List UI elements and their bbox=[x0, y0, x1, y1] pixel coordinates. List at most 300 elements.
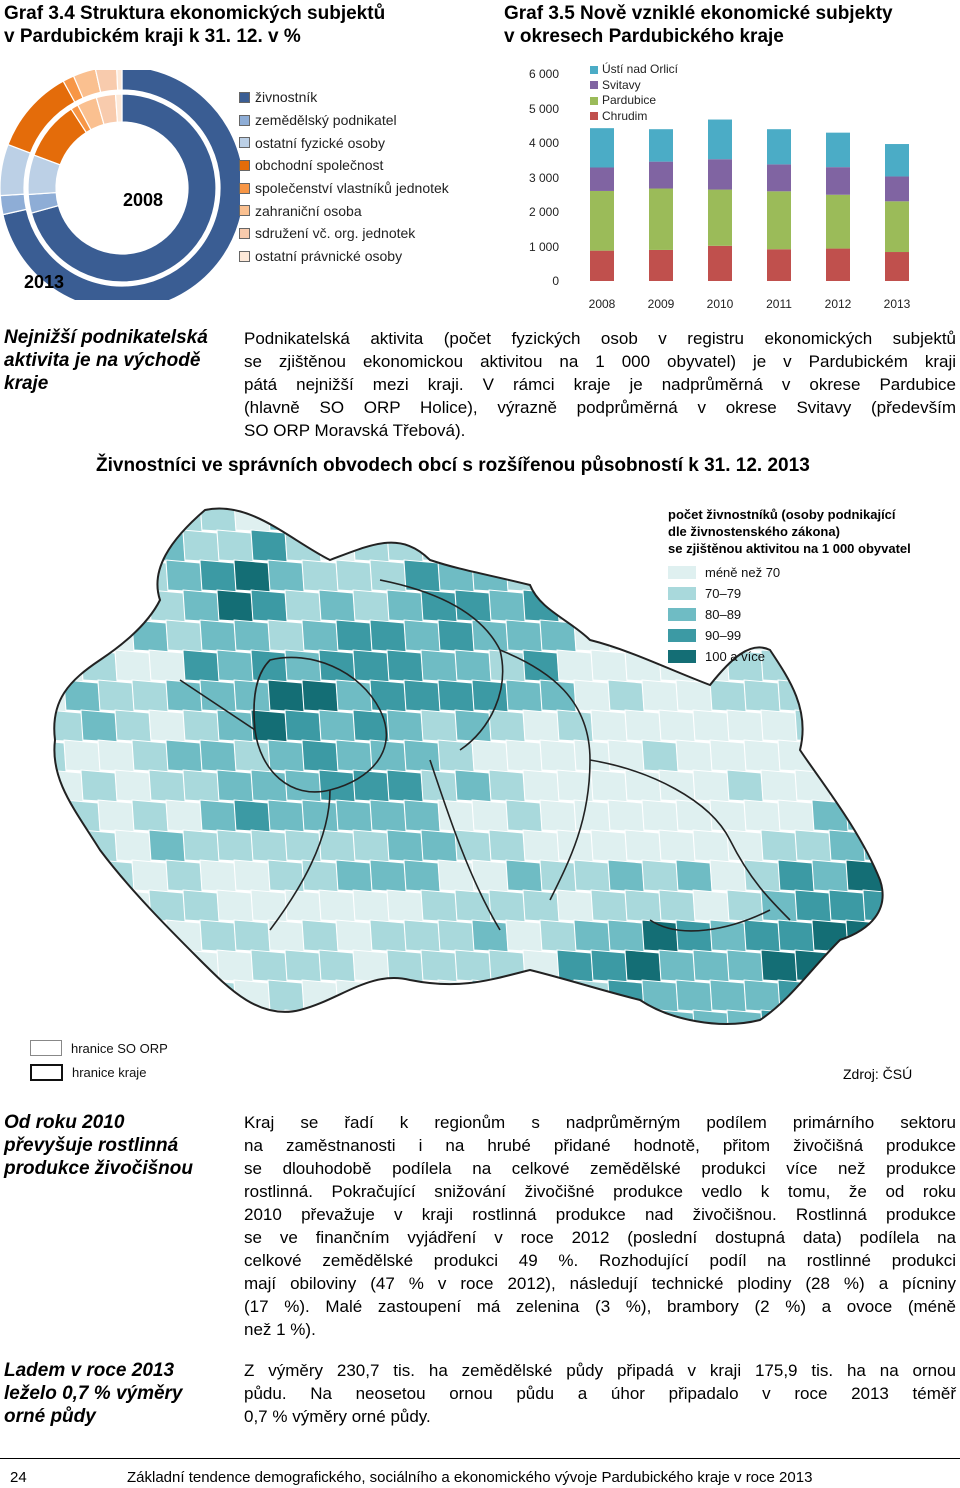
map-orp-region bbox=[353, 830, 389, 862]
map-orp-region bbox=[319, 590, 355, 622]
x-tick-label: 2011 bbox=[766, 297, 792, 311]
map-orp-region bbox=[421, 1010, 457, 1040]
map-orp-region bbox=[81, 590, 117, 622]
map-orp-region bbox=[727, 770, 763, 802]
map-orp-region bbox=[285, 1010, 321, 1040]
map-orp-region bbox=[183, 890, 219, 922]
map-orp-region bbox=[897, 590, 930, 622]
map-orp-region bbox=[183, 830, 219, 862]
map-orp-region bbox=[897, 830, 930, 862]
map-orp-region bbox=[778, 800, 814, 832]
x-tick-label: 2012 bbox=[824, 297, 852, 311]
map-orp-region bbox=[234, 560, 270, 592]
doughnut-slice-2013-7 bbox=[117, 70, 122, 90]
map-orp-region bbox=[540, 560, 576, 592]
y-tick-label: 5 000 bbox=[528, 101, 559, 116]
bar-2008-0 bbox=[590, 251, 614, 281]
map-orp-region bbox=[778, 860, 814, 892]
map-orp-region bbox=[387, 530, 423, 562]
map-orp-region bbox=[693, 710, 729, 742]
bar-2012-0 bbox=[826, 249, 850, 281]
map-orp-region bbox=[523, 830, 559, 862]
map-orp-region bbox=[795, 590, 831, 622]
map-orp-region bbox=[166, 800, 202, 832]
graf35-title: Graf 3.5 Nově vzniklé ekonomické subjekty v okresech Pardubického kraje bbox=[504, 3, 893, 47]
map-orp-region bbox=[47, 830, 83, 862]
stacked-bar-chart bbox=[500, 60, 960, 320]
map-orp-region bbox=[81, 890, 117, 922]
map-orp-region bbox=[506, 920, 542, 952]
map-orp-region bbox=[336, 980, 372, 1012]
map-orp-region bbox=[387, 890, 423, 922]
map-orp-region bbox=[438, 800, 474, 832]
map-orp-region bbox=[812, 560, 848, 592]
map-orp-region bbox=[523, 890, 559, 922]
map-orp-region bbox=[574, 560, 610, 592]
map-orp-region bbox=[591, 710, 627, 742]
map-orp-region bbox=[540, 800, 576, 832]
map-orp-region bbox=[404, 680, 440, 712]
map-orp-region bbox=[268, 680, 304, 712]
outer-ring-label: 2013 bbox=[23, 272, 65, 292]
map-orp-region bbox=[846, 740, 882, 772]
map-orp-region bbox=[115, 890, 151, 922]
paragraph-business-activity: Podnikatelská aktivita (počet fyzických osob v registru ekonomických subjektů se zjištěnou ekonomickou aktivitou na 1 000 obyvatel) je v Pardubickém kraji pátá nejnižší mezi kraji. V rámci kraje je nadprůměrná v okrese Pardubice (hlavně SO ORP Holice), výrazně podprůměrná v okrese Svitavy (především SO ORP Moravská Třebová). bbox=[244, 329, 956, 440]
map-orp-region bbox=[693, 950, 729, 982]
map-orp-region bbox=[404, 620, 440, 652]
map-orp-region bbox=[200, 740, 236, 772]
map-orp-region bbox=[455, 890, 491, 922]
map-orp-region bbox=[353, 650, 389, 682]
map-orp-region bbox=[217, 650, 253, 682]
doughnut-legend-item bbox=[239, 222, 449, 245]
map-orp-region bbox=[404, 980, 440, 1012]
map-orp-region bbox=[166, 500, 202, 532]
doughnut-legend-item bbox=[239, 199, 449, 222]
map-orp-region bbox=[693, 770, 729, 802]
bar-2008-2 bbox=[590, 167, 614, 190]
map-orp-region bbox=[336, 740, 372, 772]
bar-2012-2 bbox=[826, 167, 850, 195]
map-orp-region bbox=[897, 950, 930, 982]
map-orp-region bbox=[455, 650, 491, 682]
map-orp-region bbox=[778, 620, 814, 652]
map-orp-region bbox=[387, 830, 423, 862]
map-orp-region bbox=[574, 800, 610, 832]
map-orp-region bbox=[115, 830, 151, 862]
doughnut-legend bbox=[239, 86, 449, 268]
map-orp-region bbox=[625, 650, 661, 682]
map-orp-region bbox=[115, 770, 151, 802]
map-orp-region bbox=[285, 530, 321, 562]
map-orp-region bbox=[472, 500, 508, 532]
map-orp-region bbox=[812, 980, 848, 1012]
map-orp-region bbox=[897, 650, 930, 682]
bar-2011-1 bbox=[767, 191, 791, 249]
bar-2009-3 bbox=[649, 129, 673, 161]
map-orp-region bbox=[115, 650, 151, 682]
legend-swatch bbox=[668, 566, 696, 579]
map-orp-region bbox=[268, 560, 304, 592]
map-orp-region bbox=[387, 650, 423, 682]
map-orp-region bbox=[880, 560, 916, 592]
map-orp-region bbox=[132, 500, 168, 532]
boundary-legend-kraj: hranice kraje bbox=[30, 1060, 168, 1084]
legend-label: obchodní společnost bbox=[255, 157, 384, 174]
map-orp-region bbox=[98, 800, 134, 832]
map-orp-region bbox=[863, 830, 899, 862]
map-orp-region bbox=[81, 770, 117, 802]
map-orp-region bbox=[251, 830, 287, 862]
legend-label: zahraniční osoba bbox=[255, 202, 362, 219]
map-orp-region bbox=[608, 680, 644, 712]
map-source: Zdroj: ČSÚ bbox=[843, 1066, 913, 1082]
map-orp-region bbox=[64, 980, 100, 1012]
map-orp-region bbox=[268, 620, 304, 652]
map-orp-region bbox=[30, 500, 66, 532]
map-orp-region bbox=[812, 860, 848, 892]
legend-label: ostatní fyzické osoby bbox=[255, 134, 385, 151]
map-orp-region bbox=[880, 680, 916, 712]
map-orp-region bbox=[234, 860, 270, 892]
map-orp-region bbox=[64, 740, 100, 772]
map-orp-region bbox=[676, 980, 712, 1012]
map-orp-region bbox=[64, 800, 100, 832]
map-orp-region bbox=[285, 710, 321, 742]
map-orp-region bbox=[846, 980, 882, 1012]
map-orp-region bbox=[676, 860, 712, 892]
map-orp-region bbox=[319, 830, 355, 862]
legend-label: společenství vlastníků jednotek bbox=[255, 180, 449, 197]
map-legend-item bbox=[668, 562, 780, 583]
map-orp-region bbox=[30, 860, 66, 892]
map-orp-region bbox=[81, 710, 117, 742]
map-orp-region bbox=[30, 620, 66, 652]
map-orp-region bbox=[302, 860, 338, 892]
map-orp-region bbox=[591, 890, 627, 922]
map-orp-region bbox=[217, 590, 253, 622]
bar-legend-item bbox=[590, 78, 678, 94]
map-orp-region bbox=[98, 740, 134, 772]
map-orp-region bbox=[744, 680, 780, 712]
map-legend-item bbox=[668, 583, 780, 604]
map-orp-region bbox=[336, 500, 372, 532]
map-orp-region bbox=[234, 740, 270, 772]
map-orp-region bbox=[489, 530, 525, 562]
map-orp-region bbox=[319, 950, 355, 982]
map-orp-region bbox=[829, 650, 865, 682]
map-orp-region bbox=[863, 590, 899, 622]
map-orp-region bbox=[132, 740, 168, 772]
legend-swatch bbox=[239, 205, 250, 216]
legend-swatch bbox=[239, 92, 250, 103]
map-orp-region bbox=[659, 890, 695, 922]
footer-rule bbox=[0, 1458, 960, 1459]
paragraph-arable-land: Z výměry 230,7 tis. ha zemědělské půdy připadá v kraji 175,9 tis. ha na ornou půdu. Na neosetou ornou půdu a úhor připadalo v roce 2013 téměř 0,7 % výměry orné půdy. bbox=[244, 1361, 956, 1426]
map-orp-region bbox=[489, 770, 525, 802]
map-orp-region bbox=[914, 860, 930, 892]
map-orp-region bbox=[778, 980, 814, 1012]
doughnut-legend-item bbox=[239, 177, 449, 200]
y-tick-label: 1 000 bbox=[528, 239, 559, 254]
map-orp-region bbox=[506, 500, 542, 532]
map-orp-region bbox=[625, 950, 661, 982]
map-legend bbox=[668, 562, 780, 667]
map-orp-region bbox=[200, 860, 236, 892]
y-tick-label: 3 000 bbox=[528, 170, 559, 185]
map-orp-region bbox=[761, 950, 797, 982]
bar-legend-item bbox=[590, 62, 678, 78]
legend-label: 100 a více bbox=[705, 649, 765, 664]
map-orp-region bbox=[319, 890, 355, 922]
bar-2010-1 bbox=[708, 190, 732, 246]
map-orp-region bbox=[761, 830, 797, 862]
map-orp-region bbox=[166, 680, 202, 712]
bar-2012-1 bbox=[826, 195, 850, 249]
legend-swatch bbox=[668, 650, 696, 663]
map-orp-region bbox=[710, 860, 746, 892]
map-orp-region bbox=[302, 740, 338, 772]
map-orp-region bbox=[353, 770, 389, 802]
map-orp-region bbox=[115, 590, 151, 622]
map-orp-region bbox=[353, 590, 389, 622]
map-orp-region bbox=[370, 620, 406, 652]
map-orp-region bbox=[319, 650, 355, 682]
map-orp-region bbox=[234, 920, 270, 952]
map-orp-region bbox=[115, 950, 151, 982]
map-orp-region bbox=[676, 800, 712, 832]
map-orp-region bbox=[642, 800, 678, 832]
map-orp-region bbox=[421, 890, 457, 922]
legend-swatch bbox=[590, 81, 598, 89]
map-orp-region bbox=[625, 530, 661, 562]
map-orp-region bbox=[132, 980, 168, 1012]
map-orp-region bbox=[200, 980, 236, 1012]
map-orp-region bbox=[98, 500, 134, 532]
map-orp-region bbox=[914, 980, 930, 1012]
map-orp-region bbox=[132, 860, 168, 892]
map-orp-region bbox=[829, 830, 865, 862]
map-orp-region bbox=[421, 650, 457, 682]
legend-swatch bbox=[239, 115, 250, 126]
map-orp-region bbox=[149, 710, 185, 742]
map-orp-region bbox=[353, 890, 389, 922]
map-orp-region bbox=[846, 560, 882, 592]
map-orp-region bbox=[506, 620, 542, 652]
map-orp-region bbox=[523, 590, 559, 622]
map-orp-region bbox=[744, 860, 780, 892]
map-orp-region bbox=[914, 920, 930, 952]
map-orp-region bbox=[47, 950, 83, 982]
map-orp-region bbox=[863, 770, 899, 802]
map-orp-region bbox=[251, 950, 287, 982]
map-orp-region bbox=[336, 920, 372, 952]
legend-swatch bbox=[668, 587, 696, 600]
map-orp-region bbox=[914, 620, 930, 652]
legend-label: Chrudim bbox=[602, 108, 648, 123]
map-orp-region bbox=[778, 560, 814, 592]
map-orp-region bbox=[285, 950, 321, 982]
map-orp-region bbox=[217, 830, 253, 862]
map-orp-region bbox=[591, 1010, 627, 1040]
map-orp-region bbox=[302, 500, 338, 532]
map-orp-region bbox=[64, 920, 100, 952]
map-orp-region bbox=[132, 800, 168, 832]
doughnut-slice-2013-2 bbox=[0, 145, 30, 196]
map-orp-region bbox=[727, 950, 763, 982]
map-orp-region bbox=[489, 1010, 525, 1040]
map-orp-region bbox=[98, 860, 134, 892]
legend-swatch bbox=[239, 251, 250, 262]
map-orp-region bbox=[914, 740, 930, 772]
legend-swatch bbox=[239, 183, 250, 194]
map-orp-region bbox=[200, 560, 236, 592]
legend-swatch bbox=[239, 228, 250, 239]
map-orp-region bbox=[693, 1010, 729, 1040]
map-orp-region bbox=[489, 950, 525, 982]
bar-2011-3 bbox=[767, 129, 791, 164]
map-orp-region bbox=[608, 740, 644, 772]
map-orp-region bbox=[659, 950, 695, 982]
map-orp-region bbox=[217, 530, 253, 562]
map-orp-region bbox=[557, 890, 593, 922]
map-orp-region bbox=[217, 1010, 253, 1040]
map-orp-region bbox=[710, 800, 746, 832]
map-orp-region bbox=[642, 740, 678, 772]
map-orp-region bbox=[421, 950, 457, 982]
inner-ring-label: 2008 bbox=[122, 190, 164, 210]
map-orp-region bbox=[608, 500, 644, 532]
x-tick-label: 2010 bbox=[706, 297, 734, 311]
map-czech-orp bbox=[30, 500, 930, 1040]
map-orp-region bbox=[183, 950, 219, 982]
legend-label: 90–99 bbox=[705, 628, 742, 643]
map-orp-region bbox=[472, 620, 508, 652]
legend-swatch bbox=[239, 160, 250, 171]
map-orp-region bbox=[183, 590, 219, 622]
map-orp-region bbox=[829, 950, 865, 982]
map-orp-region bbox=[472, 800, 508, 832]
map-orp-region bbox=[778, 920, 814, 952]
map-orp-region bbox=[761, 770, 797, 802]
map-orp-region bbox=[387, 1010, 423, 1040]
map-orp-region bbox=[625, 710, 661, 742]
legend-label: ostatní právnické osoby bbox=[255, 248, 403, 265]
map-orp-region bbox=[744, 920, 780, 952]
bar-2009-2 bbox=[649, 162, 673, 189]
map-orp-region bbox=[710, 740, 746, 772]
map-orp-region bbox=[81, 830, 117, 862]
bar-legend-item bbox=[590, 93, 678, 109]
map-orp-region bbox=[693, 890, 729, 922]
map-orp-region bbox=[319, 770, 355, 802]
map-orp-region bbox=[829, 890, 865, 922]
legend-label: živnostník bbox=[255, 89, 318, 106]
x-tick-label: 2009 bbox=[647, 297, 675, 311]
map-orp-region bbox=[370, 680, 406, 712]
bar-2010-2 bbox=[708, 159, 732, 189]
map-orp-region bbox=[489, 590, 525, 622]
map-orp-region bbox=[914, 500, 930, 532]
map-orp-region bbox=[251, 590, 287, 622]
map-orp-region bbox=[761, 710, 797, 742]
map-orp-region bbox=[217, 950, 253, 982]
map-orp-region bbox=[744, 740, 780, 772]
map-orp-region bbox=[812, 680, 848, 712]
map-orp-region bbox=[506, 980, 542, 1012]
map-orp-region bbox=[625, 830, 661, 862]
bar-2009-0 bbox=[649, 250, 673, 281]
map-orp-region bbox=[387, 590, 423, 622]
map-orp-region bbox=[523, 710, 559, 742]
map-orp-region bbox=[370, 560, 406, 592]
map-orp-region bbox=[166, 740, 202, 772]
map-orp-region bbox=[30, 680, 66, 712]
map-orp-region bbox=[540, 980, 576, 1012]
map-orp-region bbox=[353, 950, 389, 982]
map-orp-region bbox=[353, 710, 389, 742]
map-orp-region bbox=[132, 680, 168, 712]
map-orp-region bbox=[149, 950, 185, 982]
bar-2012-3 bbox=[826, 133, 850, 168]
map-orp-region bbox=[98, 620, 134, 652]
bar-2010-0 bbox=[708, 246, 732, 281]
map-orp-region bbox=[812, 920, 848, 952]
map-orp-region bbox=[268, 980, 304, 1012]
map-orp-region bbox=[557, 950, 593, 982]
map-orp-region bbox=[404, 500, 440, 532]
map-orp-region bbox=[251, 650, 287, 682]
map-orp-region bbox=[319, 1010, 355, 1040]
map-orp-region bbox=[166, 920, 202, 952]
doughnut-legend-item bbox=[239, 154, 449, 177]
map-orp-region bbox=[880, 860, 916, 892]
doughnut-legend-item bbox=[239, 131, 449, 154]
map-orp-region bbox=[370, 500, 406, 532]
map-orp-region bbox=[251, 1010, 287, 1040]
map-orp-region bbox=[778, 740, 814, 772]
map-orp-region bbox=[183, 1010, 219, 1040]
map-orp-region bbox=[642, 980, 678, 1012]
map-orp-region bbox=[744, 980, 780, 1012]
legend-label: zemědělský podnikatel bbox=[255, 112, 397, 129]
map-orp-region bbox=[863, 950, 899, 982]
map-orp-region bbox=[795, 1010, 831, 1040]
map-orp-region bbox=[370, 860, 406, 892]
map-orp-region bbox=[47, 590, 83, 622]
map-orp-region bbox=[438, 500, 474, 532]
map-orp-region bbox=[506, 740, 542, 772]
map-orp-region bbox=[404, 740, 440, 772]
map-orp-region bbox=[183, 770, 219, 802]
map-orp-region bbox=[846, 800, 882, 832]
map-orp-region bbox=[574, 860, 610, 892]
map-orp-region bbox=[336, 800, 372, 832]
map-orp-region bbox=[285, 890, 321, 922]
map-orp-region bbox=[727, 1010, 763, 1040]
map-orp-region bbox=[47, 770, 83, 802]
map-orp-region bbox=[421, 710, 457, 742]
legend-swatch bbox=[590, 112, 598, 120]
map-orp-region bbox=[880, 920, 916, 952]
map-orp-region bbox=[455, 770, 491, 802]
legend-swatch bbox=[668, 608, 696, 621]
map-orp-region bbox=[285, 590, 321, 622]
map-orp-region bbox=[438, 620, 474, 652]
map-orp-region bbox=[880, 620, 916, 652]
map-orp-region bbox=[489, 890, 525, 922]
map-orp-region bbox=[897, 770, 930, 802]
